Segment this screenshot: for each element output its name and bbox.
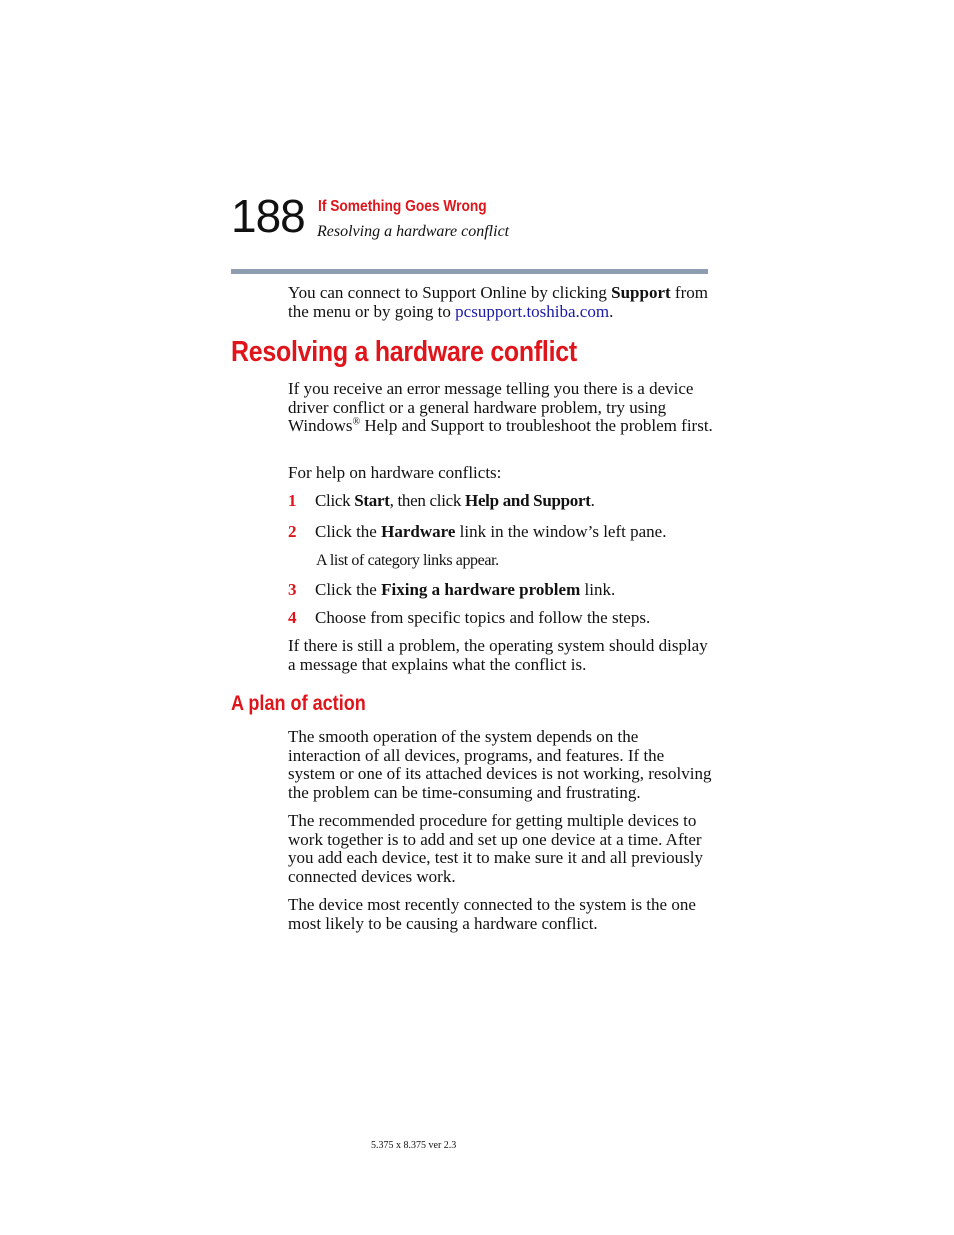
- para1-text-b: Help and Support to troubleshoot the problem first.: [360, 416, 713, 436]
- section-subtitle: Resolving a hardware conflict: [317, 223, 510, 240]
- para1-text-a: If you receive an error message telling you there is a device driver conflict or a general hardware problem, try using Windows: [288, 379, 694, 436]
- plan-text-2: The recommended procedure for getting multiple devices to work together is to add and set up one device at a time. After you add each device, test it to make sure it and all previously connected devices work.: [288, 811, 703, 886]
- chapter-title: If Something Goes Wrong: [318, 198, 487, 215]
- header-rule: [231, 269, 708, 274]
- plan-text-1: The smooth operation of the system depends on the interaction of all devices, programs, and features. If the system or one of its attached devices is not working, resolving the problem can be time-consuming and frustrating.: [288, 727, 712, 802]
- step-1-mid: , then click: [389, 491, 466, 510]
- plan-paragraph-3: [288, 896, 713, 933]
- footer-version: 5.375 x 8.375 ver 2.3: [371, 1140, 457, 1151]
- step-1-post: .: [590, 491, 595, 510]
- help-support-term: Help and Support: [465, 491, 591, 510]
- intro-text: You can connect to Support Online by clicking: [288, 283, 612, 302]
- step-number: 3: [288, 580, 297, 599]
- intro-paragraph: [288, 284, 713, 321]
- intro-text-2: from the menu or by going to: [288, 283, 708, 321]
- page-number: 188: [231, 190, 305, 242]
- registered-mark: ®: [352, 416, 361, 428]
- step-number: 1: [288, 491, 297, 510]
- step-number: 2: [288, 522, 297, 541]
- step-3-pre: Click the: [315, 580, 382, 599]
- step-1: [315, 492, 715, 511]
- step-3: [315, 581, 715, 600]
- step-2-pre: Click the: [315, 522, 382, 541]
- step-3-post: link.: [580, 580, 616, 599]
- plan-paragraph-1: [288, 728, 713, 802]
- step-number: 4: [288, 608, 297, 627]
- resolving-paragraph-2: [288, 464, 713, 483]
- step-2: [315, 523, 715, 542]
- support-link[interactable]: pcsupport.toshiba.com: [455, 301, 610, 321]
- heading-plan: A plan of action: [231, 692, 366, 715]
- step-2-note: A list of category links appear.: [316, 552, 499, 569]
- resolving-paragraph-1: [288, 380, 713, 436]
- step-4: Choose from specific topics and follow the steps.: [315, 608, 651, 627]
- step-1-pre: Click: [315, 491, 355, 510]
- help-intro-text: For help on hardware conflicts:: [288, 463, 502, 482]
- resolving-paragraph-3: [288, 637, 713, 674]
- hardware-term: Hardware: [381, 522, 456, 541]
- support-term: Support: [611, 283, 671, 302]
- start-term: Start: [354, 491, 390, 510]
- plan-text-3: The device most recently connected to the system is the one most likely to be causing a hardware conflict.: [288, 895, 696, 933]
- fixing-term: Fixing a hardware problem: [381, 580, 581, 599]
- conflict-message-text: If there is still a problem, the operating system should display a message that explains what the conflict is.: [288, 636, 708, 674]
- heading-resolving: Resolving a hardware conflict: [231, 336, 577, 368]
- plan-paragraph-2: [288, 812, 713, 886]
- step-2-post: link in the window’s left pane.: [455, 522, 667, 541]
- intro-end: .: [609, 301, 614, 321]
